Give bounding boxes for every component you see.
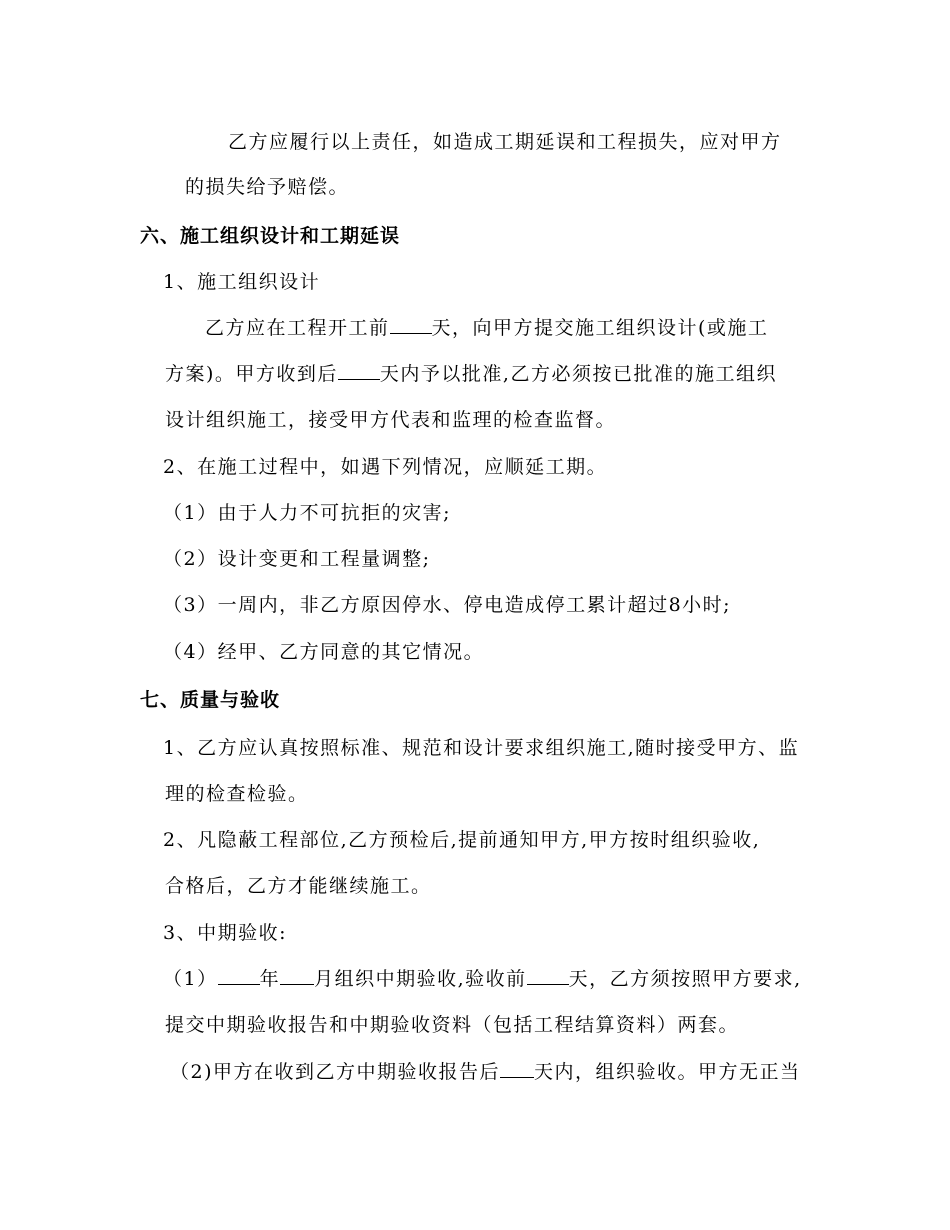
- text-segment: （2)甲方在收到乙方中期验收报告后: [170, 1061, 501, 1083]
- text-segment: 天内予以批准,乙方必须按已批准的施工组织: [379, 363, 777, 385]
- fill-in-blank: [390, 315, 432, 334]
- text-segment: 方案)。甲方收到后: [165, 363, 338, 385]
- paragraph-line: 乙方应履行以上责任，如造成工期延误和工程损失，应对甲方: [228, 131, 782, 153]
- paragraph-line: 提交中期验收报告和中期验收资料（包括工程结算资料）两套。: [165, 1014, 740, 1036]
- fill-in-blank: [280, 966, 314, 985]
- paragraph-line: 的损失给予赔偿。: [185, 176, 350, 198]
- section-heading-6: 六、施工组织设计和工期延误: [140, 225, 401, 247]
- paragraph-line: 2、在施工过程中，如遇下列情况，应顺延工期。: [163, 456, 608, 478]
- paragraph-line: 理的检查检验。: [165, 783, 309, 805]
- subsection-title: 1、施工组织设计: [163, 271, 321, 293]
- paragraph-line: [165, 360, 777, 388]
- text-segment: 天内，组织验收。甲方无正当: [534, 1061, 801, 1083]
- paragraph-line: 2、凡隐蔽工程部位,乙方预检后,提前通知甲方,甲方按时组织验收,: [163, 829, 761, 851]
- list-item: （1）由于人力不可抗拒的灾害;: [163, 502, 451, 524]
- subsection-title: 3、中期验收:: [163, 922, 287, 944]
- paragraph-line: 1、乙方应认真按照标准、规范和设计要求组织施工,随时接受甲方、监: [163, 737, 800, 759]
- list-item: （2）设计变更和工程量调整;: [163, 548, 431, 570]
- section-heading-7: 七、质量与验收: [140, 689, 281, 711]
- text-segment: 月组织中期验收,验收前: [314, 968, 527, 990]
- list-item: [163, 965, 802, 993]
- text-segment: （1）: [163, 968, 218, 990]
- paragraph-line: 合格后，乙方才能继续施工。: [165, 875, 432, 897]
- paragraph-line: 设计组织施工，接受甲方代表和监理的检查监督。: [165, 409, 617, 431]
- fill-in-blank: [338, 361, 380, 380]
- list-item: （4）经甲、乙方同意的其它情况。: [163, 641, 485, 663]
- fill-in-blank: [500, 1059, 534, 1078]
- text-segment: 天，向甲方提交施工组织设计(或施工: [431, 317, 769, 339]
- list-item: （3）一周内，非乙方原因停水、停电造成停工累计超过8小时;: [163, 594, 732, 616]
- fill-in-blank: [218, 966, 260, 985]
- list-item: [170, 1058, 801, 1086]
- text-segment: 乙方应在工程开工前: [205, 317, 390, 339]
- fill-in-blank: [527, 966, 569, 985]
- text-segment: 年: [259, 968, 281, 990]
- text-segment: 天，乙方须按照甲方要求,: [568, 968, 802, 990]
- paragraph-line: [205, 314, 768, 342]
